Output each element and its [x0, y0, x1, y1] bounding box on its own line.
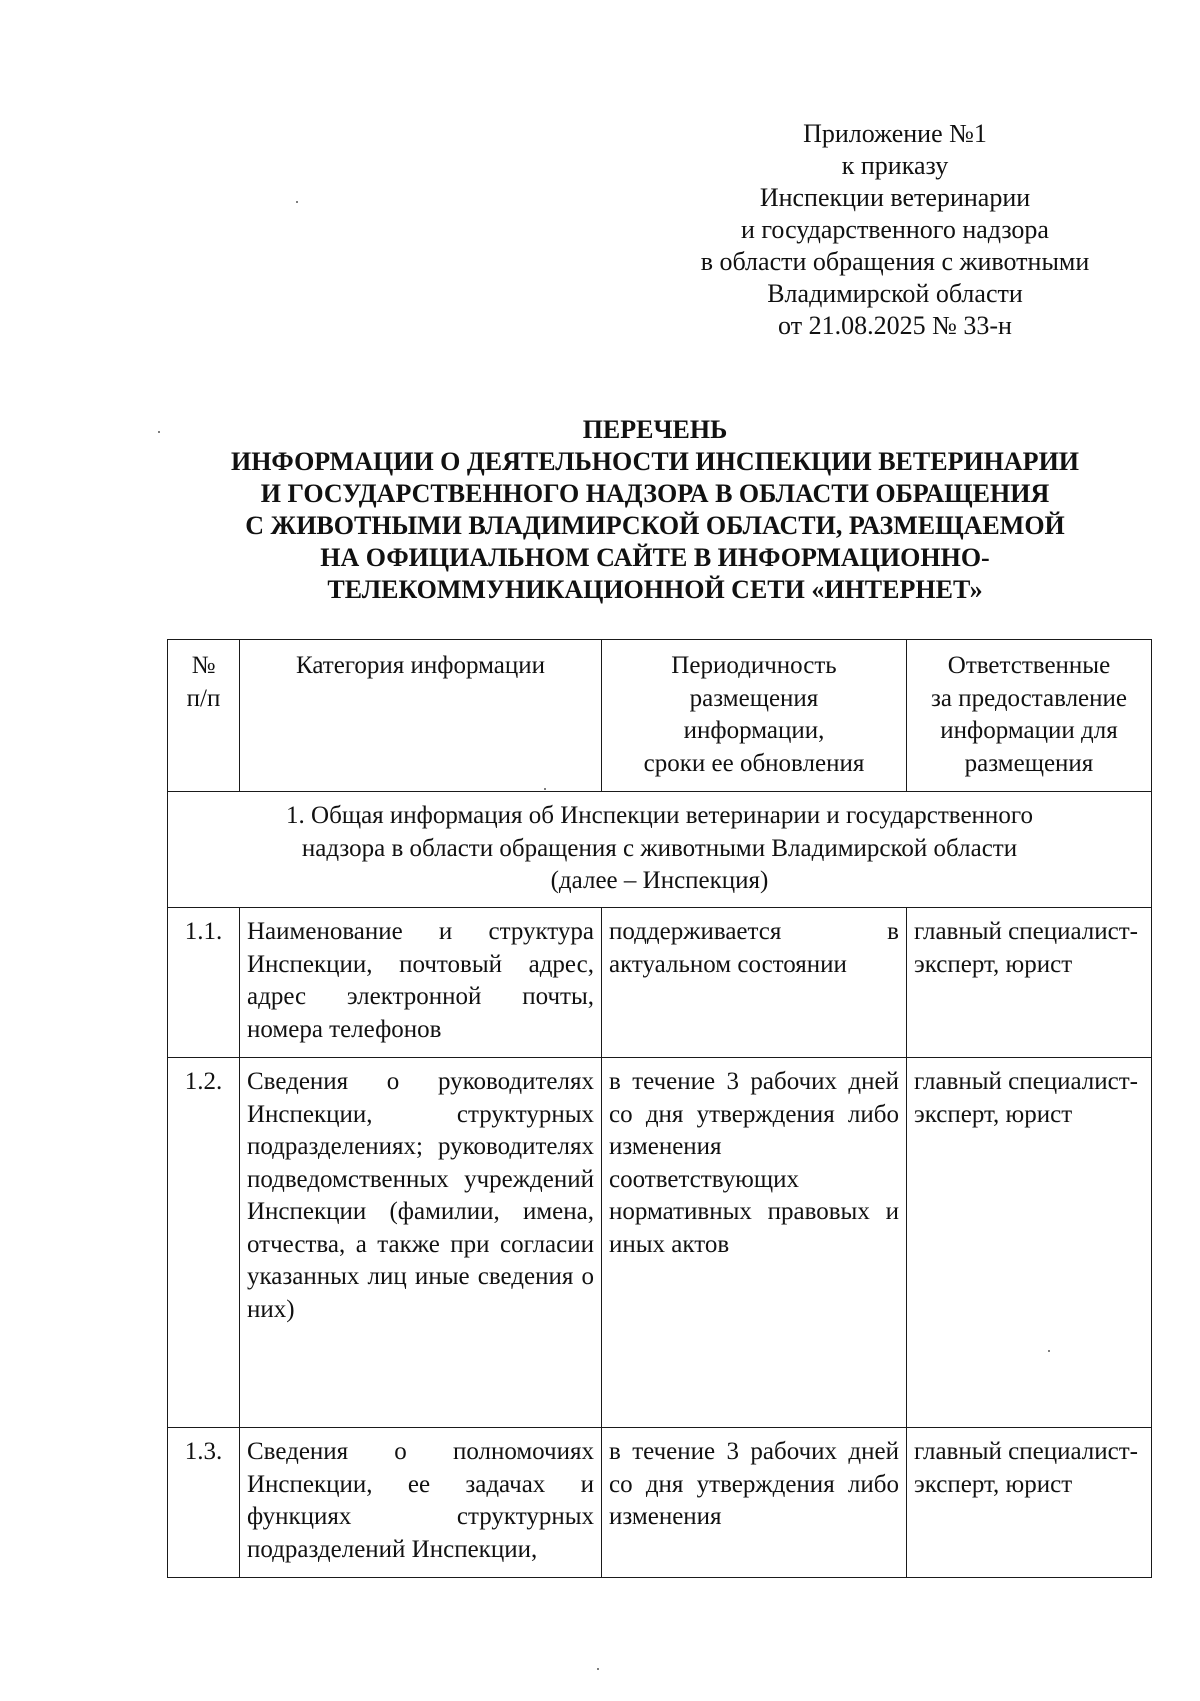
scan-speck [597, 1668, 599, 1670]
row-category: Сведения о полномочиях Инспекции, ее задачах и функциях структурных подразделений Инспекции, [240, 1428, 602, 1578]
row-periodicity: в течение 3 рабочих дней со дня утверждения либо изменения соответствующих нормативных правовых и иных актов [602, 1058, 907, 1428]
title-line: ТЕЛЕКОММУНИКАЦИОННОЙ СЕТИ «ИНТЕРНЕТ» [327, 575, 983, 604]
appendix-line: к приказу [841, 151, 949, 180]
appendix-line: и государственного надзора [741, 215, 1049, 244]
row-periodicity: поддерживается в актуальном состоянии [602, 908, 907, 1058]
header-category: Категория информации [240, 640, 602, 792]
appendix-line: в области обращения с животными [700, 247, 1090, 276]
section-heading-row [168, 792, 1152, 908]
scan-speck [544, 788, 546, 790]
row-number: 1.1. [168, 908, 240, 1058]
header-responsible: Ответственные за предоставление информации для размещения [907, 640, 1152, 792]
row-number: 1.2. [168, 1058, 240, 1428]
row-number: 1.3. [168, 1428, 240, 1578]
appendix-line: от 21.08.2025 № 33-н [778, 311, 1012, 340]
row-periodicity: в течение 3 рабочих дней со дня утверждения либо изменения [602, 1428, 907, 1578]
table-row [168, 1428, 1152, 1578]
table-row [168, 908, 1152, 1058]
appendix-line: Приложение №1 [803, 119, 987, 148]
scan-speck [1048, 1350, 1050, 1352]
appendix-line: Владимирской области [767, 279, 1023, 308]
appendix-block [660, 118, 1130, 342]
row-responsible: главный специалист-эксперт, юрист [907, 1428, 1152, 1578]
appendix-line: Инспекции ветеринарии [759, 183, 1031, 212]
title-line: ИНФОРМАЦИИ О ДЕЯТЕЛЬНОСТИ ИНСПЕКЦИИ ВЕТЕРИНАРИИ [230, 447, 1080, 476]
row-responsible: главный специалист-эксперт, юрист [907, 908, 1152, 1058]
document-title [160, 414, 1150, 606]
title-line: НА ОФИЦИАЛЬНОМ САЙТЕ В ИНФОРМАЦИОННО- [320, 543, 990, 572]
table-row [168, 1058, 1152, 1428]
scan-speck [158, 431, 160, 433]
row-category: Наименование и структура Инспекции, почтовый адрес, адрес электронной почты, номера телефонов [240, 908, 602, 1058]
section-heading: 1. Общая информация об Инспекции ветеринарии и государственного надзора в области обращения с животными Владимирской области (далее – Инспекция) [168, 792, 1152, 908]
information-table [167, 639, 1152, 1578]
title-line: ПЕРЕЧЕНЬ [582, 415, 728, 444]
row-category: Сведения о руководителях Инспекции, структурных подразделениях; руководителях подведомственных учреждений Инспекции (фамилии, имена, отчества, а также при согласии указанных лиц иные сведения о них) [240, 1058, 602, 1428]
header-periodicity: Периодичность размещения информации, сроки ее обновления [602, 640, 907, 792]
title-line: С ЖИВОТНЫМИ ВЛАДИМИРСКОЙ ОБЛАСТИ, РАЗМЕЩАЕМОЙ [245, 511, 1065, 540]
table-header-row [168, 640, 1152, 792]
scan-speck [296, 201, 298, 203]
title-line: И ГОСУДАРСТВЕННОГО НАДЗОРА В ОБЛАСТИ ОБРАЩЕНИЯ [260, 479, 1050, 508]
header-no: № п/п [168, 640, 240, 792]
row-responsible: главный специалист-эксперт, юрист [907, 1058, 1152, 1428]
